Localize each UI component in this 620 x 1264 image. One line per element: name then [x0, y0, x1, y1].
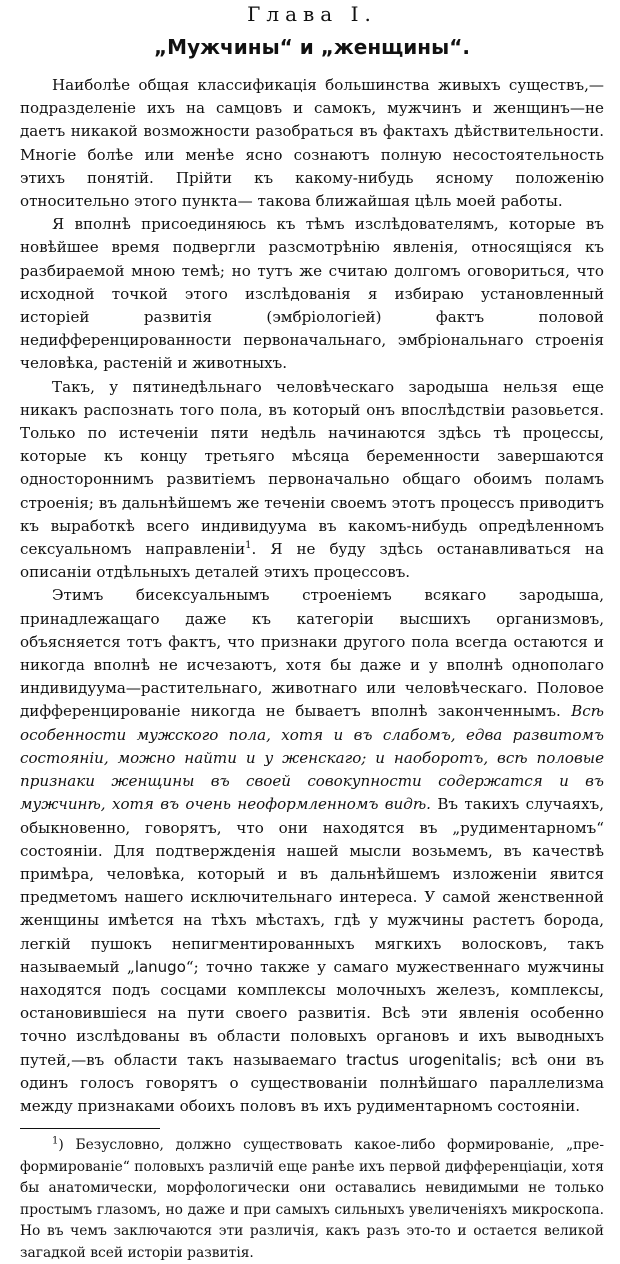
chapter-heading: Глава I. — [247, 2, 377, 26]
footnote-divider — [20, 1128, 160, 1129]
paragraph-4-text-d: ; всѣ они въ одинъ голосъ говорятъ о существованіи полнѣйшаго параллелизма между признаками обоихъ половъ въ ихъ рудиментарномъ состояніи. — [20, 1050, 604, 1115]
footnote-text: ) Безусловно, должно существовать какое-либо формированіе, „пре-формированіе“ половыхъ различій еще ранѣе ихъ первой дифференціаціи, хотя бы анатомически, морфологически они оставались невидимыми не только простымъ глазомъ, но даже и при самыхъ сильныхъ увеличеніяхъ микроскопа. Но въ чемъ заключаются эти различія, какъ разъ это-то и остается великой загадкой всей исторіи развитія. — [20, 1137, 604, 1261]
paragraph-3-text-b: . Я не буду здѣсь останавливаться на описаніи отдѣльныхъ деталей этихъ процессовъ. — [20, 540, 604, 582]
paragraph-4-text-a: Этимъ бисексуальнымъ строеніемъ всякаго зародыша, принадлежащаго даже къ категоріи высшихъ организмовъ, объясняется тотъ фактъ, что признаки другого пола всегда остаются и никогда вполнѣ не исчезаютъ, хотя бы даже и у вполнѣ однополаго индивидуума—растительнаго, животнаго или человѣческаго. Половое дифференцированіе никогда не бываетъ вполнѣ законченнымъ. — [20, 586, 604, 721]
chapter-title: „Мужчины“ и „женщины“. — [154, 35, 470, 59]
footnote-reference[interactable]: 1 — [245, 540, 252, 552]
book-page — [20, 0, 604, 1264]
paragraph-1: Наиболѣе общая классификація большинства живыхъ существъ,— подразделеніе ихъ на самцовъ и самокъ, мужчинъ и женщинъ—не даетъ никакой возможности разобраться въ фактахъ дѣйствительности. Многіе болѣе или менѣе ясно сознаютъ полную несостоятельность этихъ понятій. Прійти къ какому-нибудь ясному положенію относительно этого пункта— такова ближайшая цѣль моей работы. — [20, 76, 604, 211]
paragraph-3-text-a: Такъ, у пятинедѣльнаго человѣческаго зародыша нельзя еще никакъ распознать того пола, въ который онъ впослѣдствіи разовьется. Только по истеченіи пяти недѣль начинаются здѣсь тѣ процессы, которые къ концу третьяго мѣсяца беременности завершаются одностороннимъ развитіемъ первоначально общаго обоимъ поламъ строенія; въ дальнѣйшемъ же теченіи своемъ этотъ процессъ приводитъ къ выработкѣ всего индивидуума въ какомъ-нибудь опредѣленномъ сексуальномъ направленіи — [20, 377, 604, 559]
paragraph-3 — [20, 376, 604, 585]
paragraph-4-text-b: Въ такихъ случаяхъ, обыкновенно, говорятъ, что они находятся въ „рудиментарномъ“ состояніи. Для подтвержденія нашей мысли возьмемъ, въ качествѣ примѣра, человѣка, который и въ дальнѣйшемъ изложеніи явится предметомъ нашего исключительнаго интереса. У самой женственной женщины имѣется на тѣхъ мѣстахъ, гдѣ у мужчины растетъ борода, легкій пушокъ непигментированныхъ мягкихъ волосковъ, такъ называемый „ — [20, 795, 604, 976]
footnote — [20, 1135, 604, 1264]
term-lanugo: lanugo — [134, 957, 186, 976]
paragraph-4-italic-passage: Всѣ особенности мужского пола, хотя и въ слабомъ, едва развитомъ состояніи, можно найти и у женскаго; и наоборотъ, всѣ половые признаки женщины въ своей совокупности содержатся и въ мужчинѣ, хотя въ очень неоформленномъ видѣ. — [20, 702, 604, 814]
term-tractus-urogenitalis: tractus urogenitalis — [346, 1050, 497, 1069]
paragraph-2: Я вполнѣ присоединяюсь къ тѣмъ изслѣдователямъ, которые въ новѣйшее время подвергли разсмотрѣнію явленія, относящіяся къ разбираемой мною темѣ; но тутъ же считаю долгомъ оговориться, что исходной точкой этого изслѣдованія я избираю установленный исторіей развитія (эмбріологіей) фактъ половой недифференцированности первоначальнаго, эмбріональнаго строенія человѣка, растеній и животныхъ. — [20, 215, 604, 373]
paragraph-4 — [20, 584, 604, 1118]
main-text — [20, 74, 604, 1118]
footnote-marker: 1 — [52, 1135, 59, 1147]
paragraph-4-text-c: “; точно также у самаго мужественнаго мужчины находятся подъ сосцами комплексы молочныхъ железъ, комплексы, остановившіеся на пути своего развитія. Всѣ эти явленія особенно точно изслѣдованы въ области половыхъ органовъ и ихъ выводныхъ путей,—въ области такъ называемаго — [20, 957, 604, 1069]
